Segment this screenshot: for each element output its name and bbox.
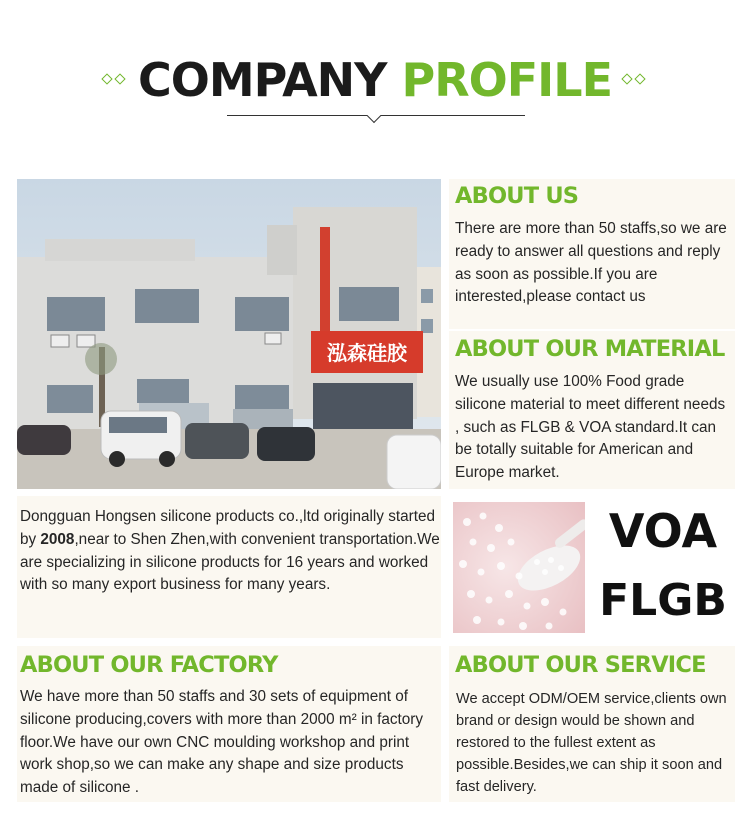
building-sign-text: 泓森硅胶 (327, 341, 407, 365)
about-material-heading: ABOUT OUR MATERIAL (455, 336, 725, 362)
silicone-pellets-image (453, 502, 585, 633)
about-us-heading: ABOUT US (455, 183, 579, 209)
company-intro-text-end: ,near to Shen Zhen,with convenient transportation.We are specializing in silicone products for 16 years and worked with so many export business for many years. (20, 530, 440, 594)
underline-notch-icon (367, 109, 381, 123)
standard-voa-label: VOA (608, 504, 718, 558)
diamond-ornament-right-icon (621, 73, 653, 85)
about-service-text: We accept ODM/OEM service,clients own brand or design would be shown and restored to the fullest extent as possible.Besides,we can ship it soon and fast delivery. (456, 691, 727, 795)
about-us-text: There are more than 50 staffs,so we are ready to answer all questions and reply as soon as possible.If you are interested,please contact us (455, 220, 727, 306)
company-intro-panel (17, 496, 441, 638)
about-service-heading: ABOUT OUR SERVICE (455, 652, 706, 678)
section-header (0, 48, 750, 128)
about-factory-heading: ABOUT OUR FACTORY (20, 652, 278, 678)
about-material-panel (449, 331, 735, 489)
title-word-company: COMPANY (137, 53, 387, 107)
title-word-profile: PROFILE (401, 53, 613, 107)
company-intro-text-start: Dongguan Hongsen silicone products co.,ltd originally started by (20, 508, 435, 548)
factory-building-photo (17, 179, 441, 489)
about-service-panel (449, 646, 735, 802)
about-factory-text: We have more than 50 staffs and 30 sets of equipment of silicone producing,covers with more than 2000 m² in factory floor.We have our own CNC moulding workshop and print work shop,so we can make any shape and size products made of silicone . (20, 688, 424, 797)
company-intro-text (20, 506, 440, 597)
standard-flgb-label: FLGB (599, 575, 727, 626)
about-factory-panel (17, 646, 441, 802)
about-material-text: We usually use 100% Food grade silicone material to meet different needs , such as FLGB & VOA standard.It can be totally suitable for American and Europe market. (455, 373, 726, 482)
company-founded-year: 2008 (40, 530, 75, 548)
about-us-panel (449, 179, 735, 329)
